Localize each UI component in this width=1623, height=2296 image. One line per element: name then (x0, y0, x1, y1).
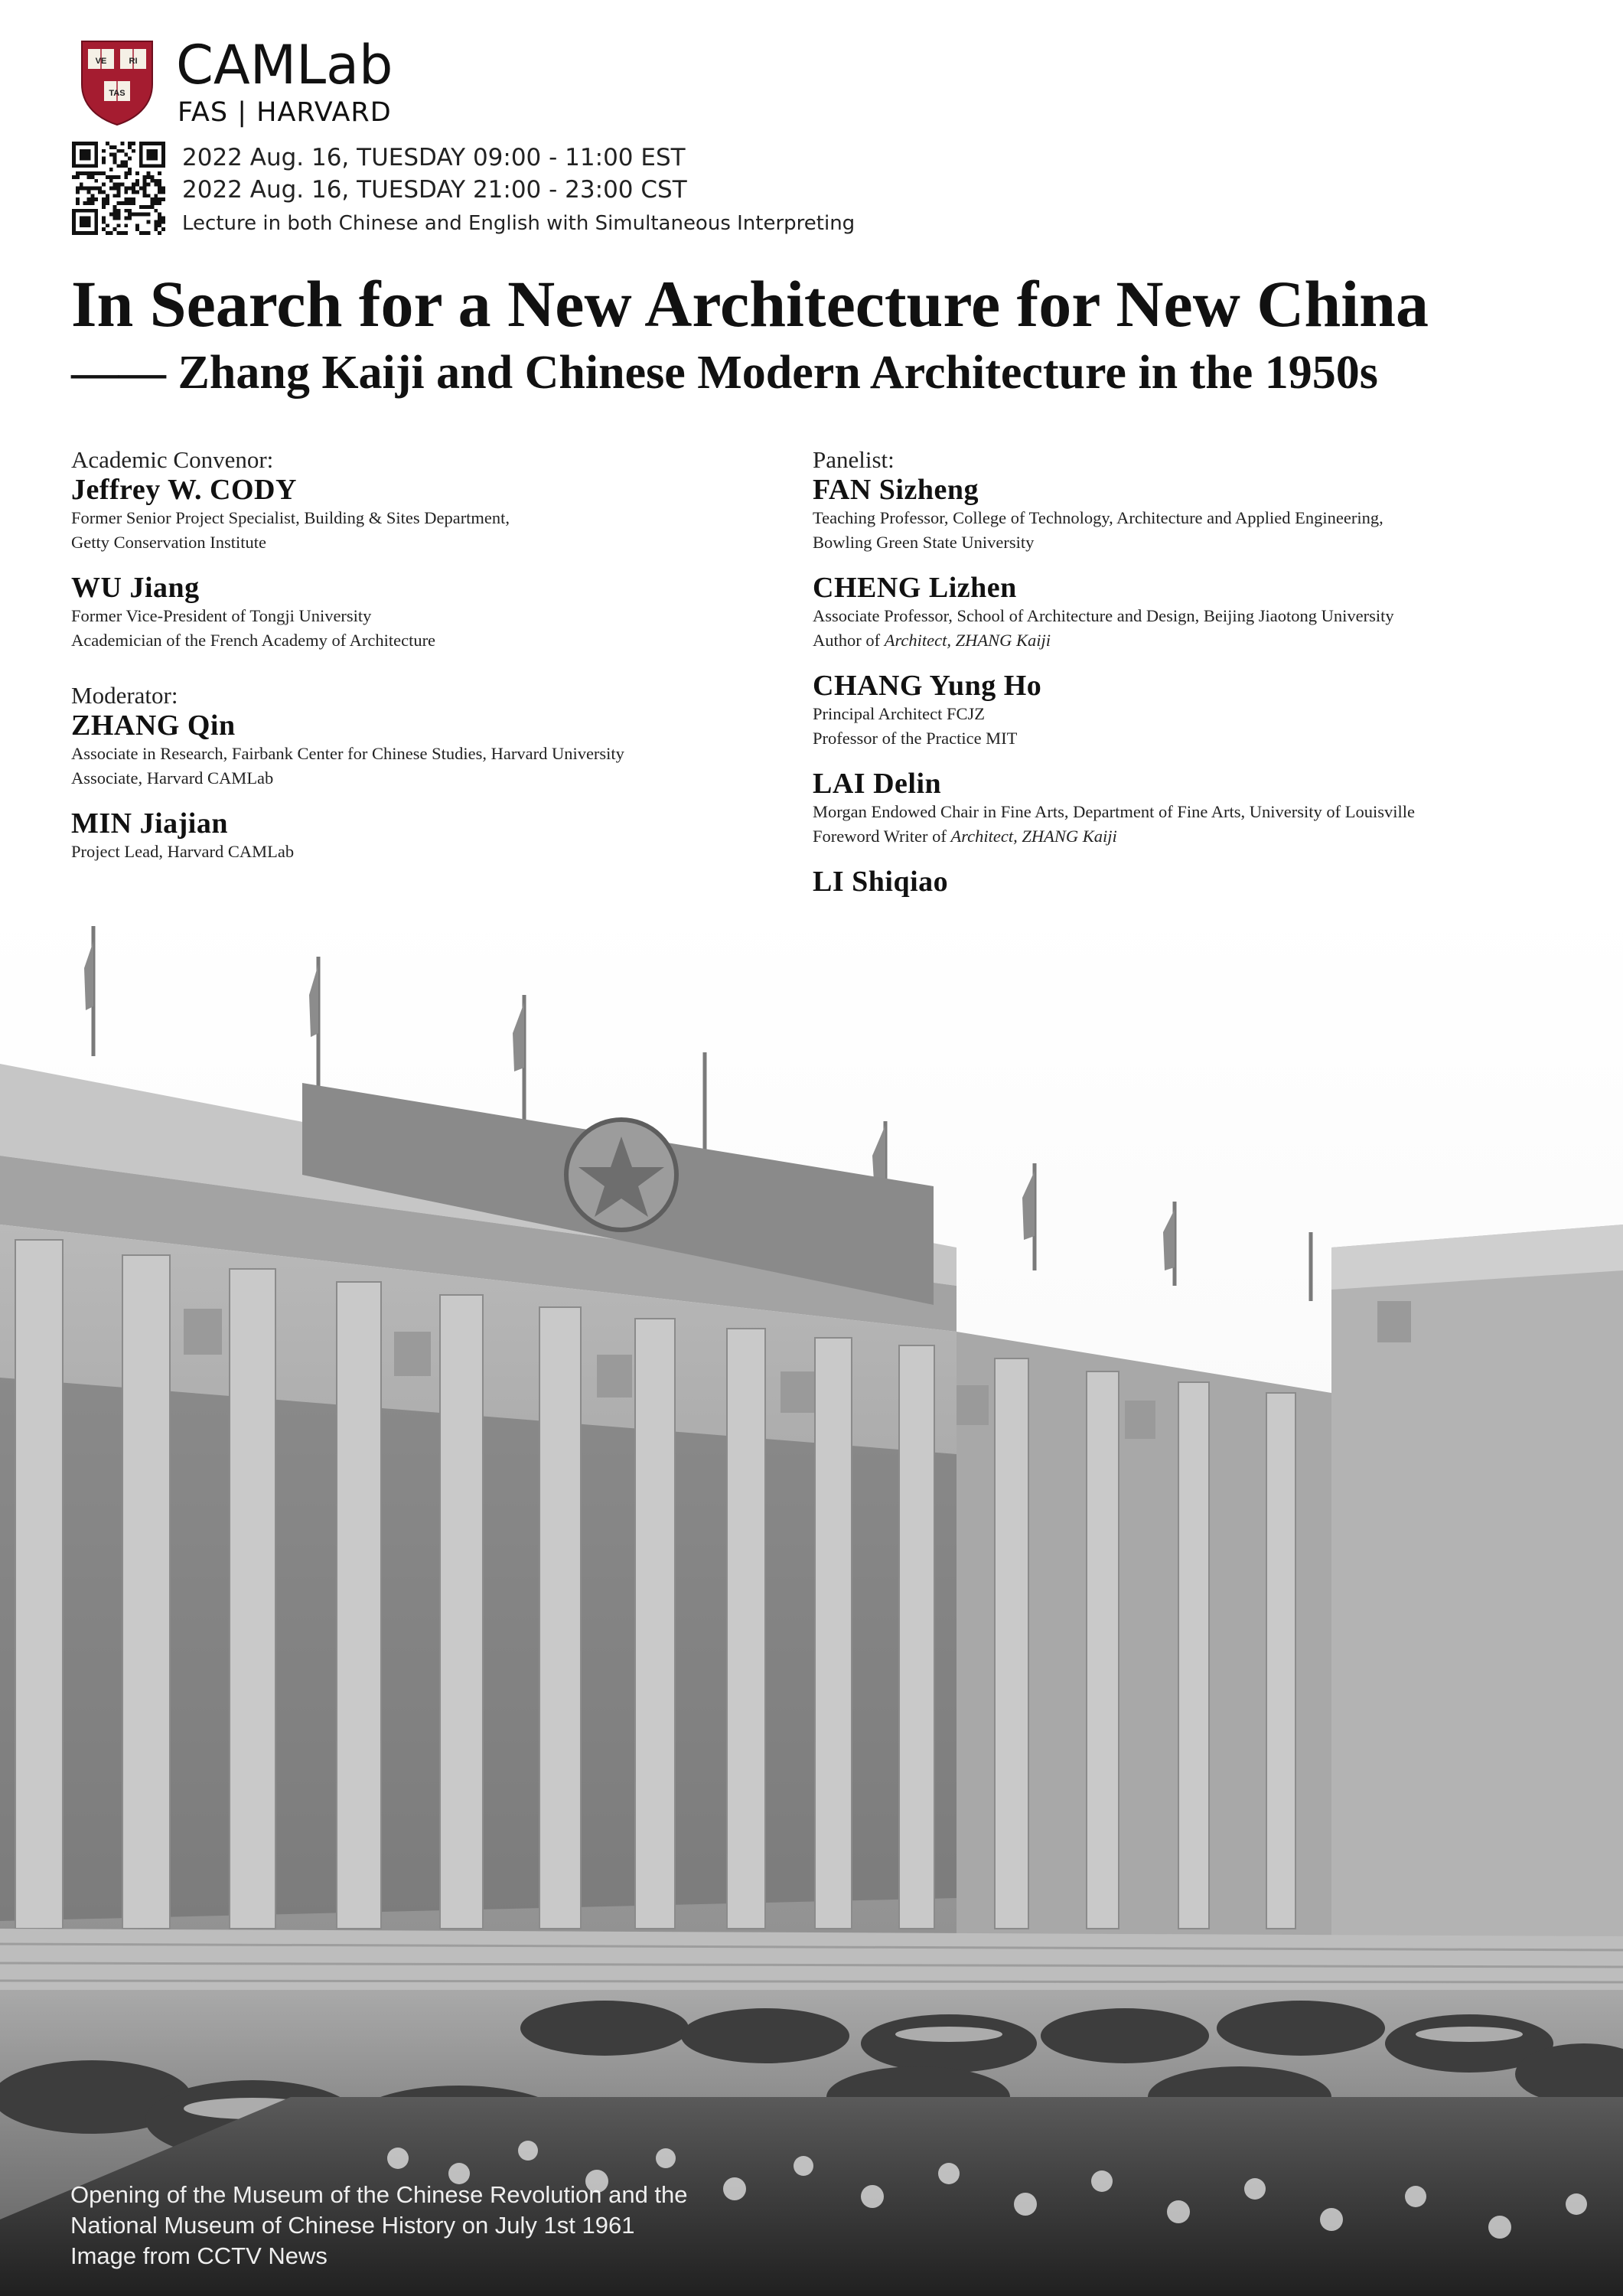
role-heading-academic-convenor: Academic Convenor: (71, 446, 274, 473)
book-title: Architect, ZHANG Kaiji (950, 827, 1117, 846)
book-credit-prefix: Author of (813, 631, 885, 650)
book-title: Architect, ZHANG Kaiji (884, 631, 1051, 650)
person-name: CHENG Lizhen (813, 572, 1017, 604)
shield-text: TAS (109, 89, 125, 98)
person-affiliation: Bowling Green State University (813, 533, 1035, 552)
role-heading-moderator: Moderator: (71, 682, 178, 709)
person-affiliation: Former Senior Project Specialist, Building & Sites Department, (71, 508, 510, 527)
shield-text: VE (95, 57, 107, 66)
person-wu-jiang (71, 572, 836, 653)
brand-subtitle: FAS | HARVARD (178, 97, 392, 128)
harvard-shield-icon (80, 40, 154, 126)
person-name: MIN Jiajian (71, 807, 228, 840)
museum-photo (0, 903, 1623, 2296)
person-name: CHANG Yung Ho (813, 670, 1042, 702)
person-name: Jeffrey W. CODY (71, 474, 297, 506)
person-affiliation: Morgan Endowed Chair in Fine Arts, Department of Fine Arts, University of Louisville (813, 802, 1415, 821)
person-fan-sizheng (813, 474, 1601, 555)
person-min-jiajian (71, 807, 836, 864)
event-time-est: 2022 Aug. 16, TUESDAY 09:00 - 11:00 EST (182, 144, 686, 171)
caption-line: Opening of the Museum of the Chinese Revolution and the (70, 2181, 688, 2208)
caption-line: Image from CCTV News (70, 2242, 328, 2269)
person-chang-yung-ho (813, 670, 1601, 751)
person-affiliation: Associate Professor, School of Architecture and Design, Beijing Jiaotong University (813, 606, 1394, 625)
role-heading-panelist: Panelist: (813, 446, 895, 473)
person-affiliation: Getty Conservation Institute (71, 533, 266, 552)
person-affiliation: Principal Architect FCJZ (813, 704, 985, 723)
person-name: LI Shiqiao (813, 866, 949, 898)
person-zhang-qin (71, 709, 836, 791)
person-name: WU Jiang (71, 572, 200, 604)
book-credit-prefix: Foreword Writer of (813, 827, 951, 846)
person-lai-delin (813, 768, 1601, 849)
person-name: LAI Delin (813, 768, 942, 800)
shield-text: RI (129, 57, 138, 66)
person-affiliation: Associate in Research, Fairbank Center for Chinese Studies, Harvard University (71, 744, 624, 763)
person-affiliation: Associate, Harvard CAMLab (71, 768, 274, 788)
person-name: FAN Sizheng (813, 474, 979, 506)
person-affiliation: Project Lead, Harvard CAMLab (71, 842, 295, 861)
person-affiliation: Teaching Professor, College of Technology, Architecture and Applied Engineering, (813, 508, 1383, 527)
caption-line: National Museum of Chinese History on July 1st 1961 (70, 2212, 635, 2239)
person-affiliation: Former Vice-President of Tongji University (71, 606, 372, 625)
left-people-column (71, 446, 836, 864)
photo-caption (70, 2180, 912, 2272)
person-jeffrey-w-cody (71, 474, 836, 555)
person-book-credit (813, 824, 1601, 849)
right-tower (1331, 1225, 1623, 1990)
person-book-credit (813, 628, 1601, 653)
qr-code-icon[interactable] (72, 142, 165, 235)
page-subtitle: —— Zhang Kaiji and Chinese Modern Architecture in the 1950s (71, 347, 1378, 399)
event-language-note: Lecture in both Chinese and English with Simultaneous Interpreting (182, 212, 855, 235)
brand-name: CAMLab (176, 34, 393, 96)
person-name: ZHANG Qin (71, 709, 236, 742)
person-affiliation: Academician of the French Academy of Architecture (71, 631, 436, 650)
page-title: In Search for a New Architecture for New China (71, 267, 1429, 341)
person-cheng-lizhen (813, 572, 1601, 653)
person-affiliation: Professor of the Practice MIT (813, 729, 1018, 748)
event-time-cst: 2022 Aug. 16, TUESDAY 21:00 - 23:00 CST (182, 176, 687, 204)
